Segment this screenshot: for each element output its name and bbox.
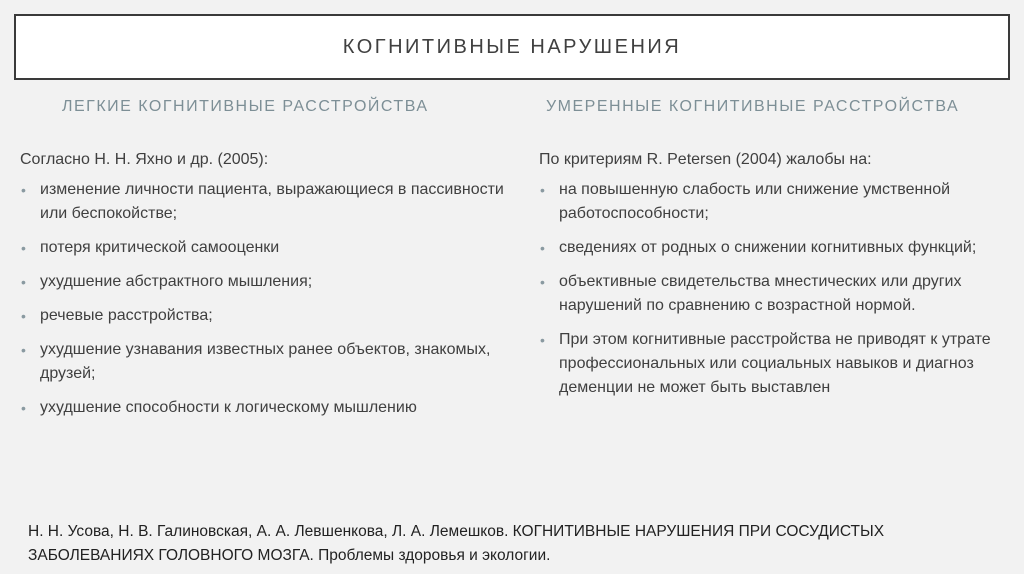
left-bullet-list: [20, 178, 505, 420]
title-box: [14, 14, 1010, 80]
slide-title: КОГНИТИВНЫЕ НАРУШЕНИЯ: [342, 35, 682, 58]
left-column-heading: ЛЕГКИЕ КОГНИТИВНЫЕ РАССТРОЙСТВА: [62, 98, 429, 115]
right-bullet-item: • на повышенную слабость или снижение умственной работоспособности;: [539, 178, 1009, 226]
left-bullet-item: • ухудшение узнавания известных ранее объектов, знакомых, друзей;: [20, 338, 505, 386]
left-intro: Согласно Н. Н. Яхно и др. (2005):: [20, 151, 269, 168]
left-bullet-item: • речевые расстройства;: [20, 304, 505, 328]
right-bullet-item: • сведениях от родных о снижении когнитивных функций;: [539, 236, 1009, 260]
left-bullet-item: • ухудшение способности к логическому мышлению: [20, 396, 505, 420]
left-column: [20, 148, 505, 430]
right-bullet-item: • При этом когнитивные расстройства не приводят к утрате профессиональных или социальных навыков и диагноз деменции не может быть выставлен: [539, 328, 1009, 400]
right-column-heading: УМЕРЕННЫЕ КОГНИТИВНЫЕ РАССТРОЙСТВА: [546, 98, 960, 115]
right-bullet-item: • объективные свидетельства мнестических или других нарушений по сравнению с возрастной нормой.: [539, 270, 1009, 318]
right-column: [539, 148, 1009, 410]
right-bullet-list: [539, 178, 1009, 400]
left-bullet-item: • ухудшение абстрактного мышления;: [20, 270, 505, 294]
citation-footer: Н. Н. Усова, Н. В. Галиновская, А. А. Левшенкова, Л. А. Лемешков. КОГНИТИВНЫЕ НАРУШЕНИЯ ПРИ СОСУДИСТЫХ ЗАБОЛЕВАНИЯХ ГОЛОВНОГО МОЗГА. Проблемы здоровья и экологии.: [28, 523, 885, 564]
right-intro: По критериям R. Petersen (2004) жалобы на:: [539, 151, 872, 168]
left-bullet-item: • потеря критической самооценки: [20, 236, 505, 260]
left-bullet-item: • изменение личности пациента, выражающиеся в пассивности или беспокойстве;: [20, 178, 505, 226]
